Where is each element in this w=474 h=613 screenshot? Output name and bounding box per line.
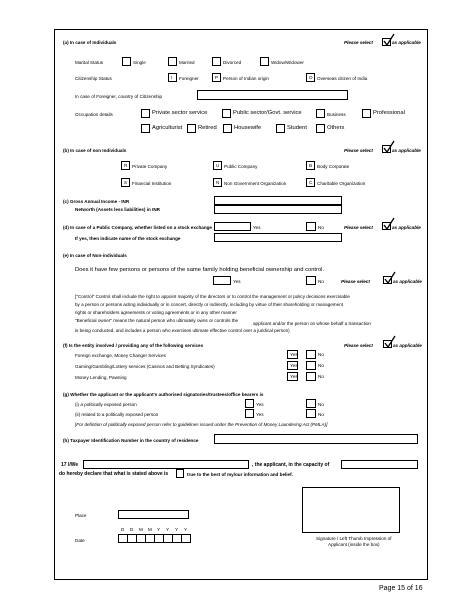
option-ngo: Non Government Organization (224, 181, 287, 186)
declaration-line-b: true to the best of my/our information and belief. (187, 472, 293, 477)
date-divider (154, 534, 155, 543)
declaration-line-a: do hereby declare that what is stated above is (59, 471, 169, 477)
as-applicable-d: as applicable (392, 225, 421, 230)
taxpayer-id-field[interactable] (214, 434, 418, 444)
beneficial-owner-definition: "Beneficial owner" means the natural person who ultimately owns or controls the (75, 318, 239, 323)
e-no-label: No (318, 279, 324, 284)
option-public-company: Public Company (224, 164, 258, 169)
option-housewife: Housewife (234, 125, 262, 131)
checkbox-business[interactable] (316, 109, 325, 118)
checkbox-e-no[interactable] (306, 276, 316, 285)
please-select-d: Please select (344, 225, 373, 230)
date-format-y4: Y (184, 527, 188, 532)
gaming-no-label: No (318, 363, 324, 368)
date-label: Date (75, 538, 85, 543)
checkbox-e-yes[interactable] (213, 276, 231, 285)
checkbox-single[interactable] (122, 57, 131, 66)
as-applicable-b: as applicable (392, 148, 421, 153)
checkbox-forex-no[interactable] (306, 350, 316, 359)
gaming-yes-label: Yes (290, 363, 298, 368)
place-label: Place (75, 513, 87, 518)
lending-no-label: No (318, 374, 324, 379)
lending-yes-label: Yes (290, 374, 298, 379)
control-definition-5: is being conducted, and includes a person who exercises ultimate effective control over a juridical person) (75, 328, 290, 333)
date-format-y1: Y (157, 527, 161, 532)
gross-income-field[interactable] (214, 196, 342, 205)
related-pep-option: (ii) related to a politically exposed person (75, 412, 159, 417)
declaration-iwe: I/We (68, 462, 79, 468)
option-divorced: Divorced (223, 60, 242, 65)
option-business: Business (327, 112, 346, 117)
declaration-number: 17 (61, 462, 67, 468)
declaration-capacity: , the applicant, in the capacity of (252, 462, 330, 468)
service-forex: Foreign exchange, Money Changer Services (75, 353, 166, 358)
section-e-heading: (e) In case of Non-individuals (63, 253, 127, 258)
foreigner-country-label: In case of Foreigner, country of Citizenship (75, 94, 163, 99)
code-n: N (216, 180, 220, 185)
checkbox-related-pep-yes[interactable] (245, 409, 254, 418)
code-r: R (124, 163, 128, 168)
checkbox-public-sector[interactable] (222, 109, 231, 118)
please-select-f: Please select (344, 343, 373, 348)
capacity-field[interactable] (341, 460, 418, 469)
option-pio: Person of Indian origin (223, 76, 269, 81)
country-of-citizenship-field[interactable] (197, 90, 348, 100)
pep-no-label: No (318, 402, 324, 407)
signature-caption-1: Signature / Left Thumb Impression of (316, 536, 392, 541)
please-select-a: Please select (344, 40, 373, 45)
checkbox-agriculturist[interactable] (141, 124, 150, 133)
related-pep-yes-label: Yes (256, 412, 264, 417)
option-charitable: Charitable Organization (317, 181, 366, 186)
place-field[interactable] (118, 510, 189, 519)
date-format-m1: M (139, 527, 143, 532)
checkbox-widow[interactable] (260, 57, 269, 66)
gross-income-label: (c) Gross Annual Income - INR (63, 199, 130, 204)
option-student: Student (287, 125, 307, 131)
section-b-heading: (b) In case of non Individuals (63, 148, 127, 153)
date-format-d1: D (121, 527, 125, 532)
control-definition-1: ["Control" Control shall include the right to appoint majority of the directors or to control the management or policy decisions exercisable (75, 294, 350, 299)
stock-exchange-label: If yes, then indicate name of the stock exchange (75, 236, 181, 241)
code-o: O (309, 75, 313, 80)
checkbox-professional[interactable] (362, 109, 371, 118)
as-applicable-e: as applicable (393, 279, 422, 284)
date-divider (145, 534, 146, 543)
checkbox-student[interactable] (276, 124, 285, 133)
option-financial-institution: Financial Institution (132, 181, 172, 186)
option-agriculturist: Agriculturist (152, 125, 183, 131)
section-e-question: Does it have few persons or persons of the same family holding beneficial ownership and control. (75, 267, 325, 273)
checkbox-housewife[interactable] (223, 124, 232, 133)
checkbox-gaming-no[interactable] (306, 361, 316, 370)
service-gaming: Gaming/Gambling/Lottery services (Casinos and Betting Syndicates) (75, 364, 215, 369)
checkbox-lending-no[interactable] (306, 372, 316, 381)
please-select-e: Please select (341, 279, 370, 284)
stock-exchange-field[interactable] (214, 233, 342, 242)
as-applicable-f: as applicable (393, 343, 422, 348)
d-yes-label: Yes (253, 225, 261, 230)
code-u: U (216, 163, 220, 168)
code-b: B (309, 163, 313, 168)
pep-option: (i) a politically exposed person (75, 402, 137, 407)
beneficial-owner-tail: applicant and/or the person on whose behalf a transaction (253, 321, 371, 326)
code-p: P (215, 75, 219, 80)
option-professional: Professional (373, 110, 405, 116)
taxpayer-id-label: (h) Taxpayer Identification Number in the country of residence (63, 438, 199, 443)
forex-no-label: No (318, 352, 324, 357)
option-foreigner: Foreigner (179, 76, 199, 81)
option-widow: Widow/Widower (271, 60, 304, 65)
networth-label: Networth (Assets less liabilities) in INR (75, 207, 161, 212)
option-single: Single (133, 60, 146, 65)
marital-status-label: Marital Status (75, 60, 104, 65)
citizenship-label: Citizenship Status (75, 76, 112, 81)
pep-yes-label: Yes (256, 402, 264, 407)
option-married: Married (179, 60, 195, 65)
date-divider (127, 534, 128, 543)
code-i: I (171, 75, 173, 80)
d-no-label: No (318, 225, 324, 230)
checkbox-pep-yes[interactable] (245, 399, 254, 408)
checkbox-retired[interactable] (187, 124, 196, 133)
section-d-question: (d) In case of a Public Company, whether listed on a stock exchange (63, 225, 212, 230)
option-private-sector: Private sector service (152, 110, 208, 116)
networth-field[interactable] (214, 205, 342, 214)
code-s: S (124, 180, 128, 185)
e-yes-label: Yes (233, 279, 241, 284)
checkbox-others[interactable] (316, 124, 325, 133)
option-body-corporate: Body Corporate (317, 164, 350, 169)
pep-definition-note: [For defintion of politically exposed person refer to guidelines issued under the Prevention of Money Laundering Act (PMLA)] (75, 422, 328, 427)
control-definition-2: by a person or persons acting individually or in concert, directly or indirectly, including by virtue of their shareholding or management (75, 302, 344, 307)
checkbox-foreigner[interactable] (168, 73, 177, 82)
section-g-heading: (g) Whether the applicant or the applicant's authorised signatories/trustees/office bearers is (63, 392, 264, 397)
checkbox-pep-no[interactable] (306, 399, 316, 408)
occupation-label: Occupation details (75, 112, 113, 117)
date-format-y3: Y (175, 527, 179, 532)
option-public-sector: Public sector/Govt. service (233, 110, 302, 116)
checkbox-related-pep-no[interactable] (306, 409, 316, 418)
checkbox-private-sector[interactable] (141, 109, 150, 118)
option-private-company: Private Company (132, 164, 168, 169)
date-divider (163, 534, 164, 543)
checkbox-d-yes[interactable] (214, 222, 251, 231)
signature-box[interactable] (302, 487, 400, 533)
declarant-name-field[interactable] (83, 460, 249, 469)
declaration-checkbox[interactable] (176, 469, 184, 478)
signature-caption-2: Applicant (inside the box) (328, 542, 380, 547)
date-divider (181, 534, 182, 543)
date-format-y2: Y (166, 527, 170, 532)
control-definition-3: rights or shareholders agreements or voting agreements or in any other manner (75, 310, 237, 315)
date-format-m2: M (148, 527, 152, 532)
checkbox-married[interactable] (168, 57, 177, 66)
service-money-lending: Money Lending, Pawning (75, 375, 127, 380)
date-format-d2: D (130, 527, 134, 532)
section-f-heading: (f) Is the entity involved / providing any of the following services (63, 343, 204, 348)
option-oci: Overseas citizen of India (317, 76, 368, 81)
page-number: Page 15 of 16 (379, 585, 423, 592)
checkbox-divorced[interactable] (212, 57, 221, 66)
section-a-heading: (a) In case of Individuals (63, 40, 117, 45)
checkbox-d-no[interactable] (306, 222, 316, 231)
as-applicable-a: as applicable (392, 40, 421, 45)
code-c: C (309, 180, 313, 185)
date-divider (136, 534, 137, 543)
date-divider (172, 534, 173, 543)
option-retired: Retired (198, 125, 217, 131)
please-select-b: Please select (344, 148, 373, 153)
option-others: Others (327, 125, 345, 131)
forex-yes-label: Yes (290, 352, 298, 357)
related-pep-no-label: No (318, 412, 324, 417)
